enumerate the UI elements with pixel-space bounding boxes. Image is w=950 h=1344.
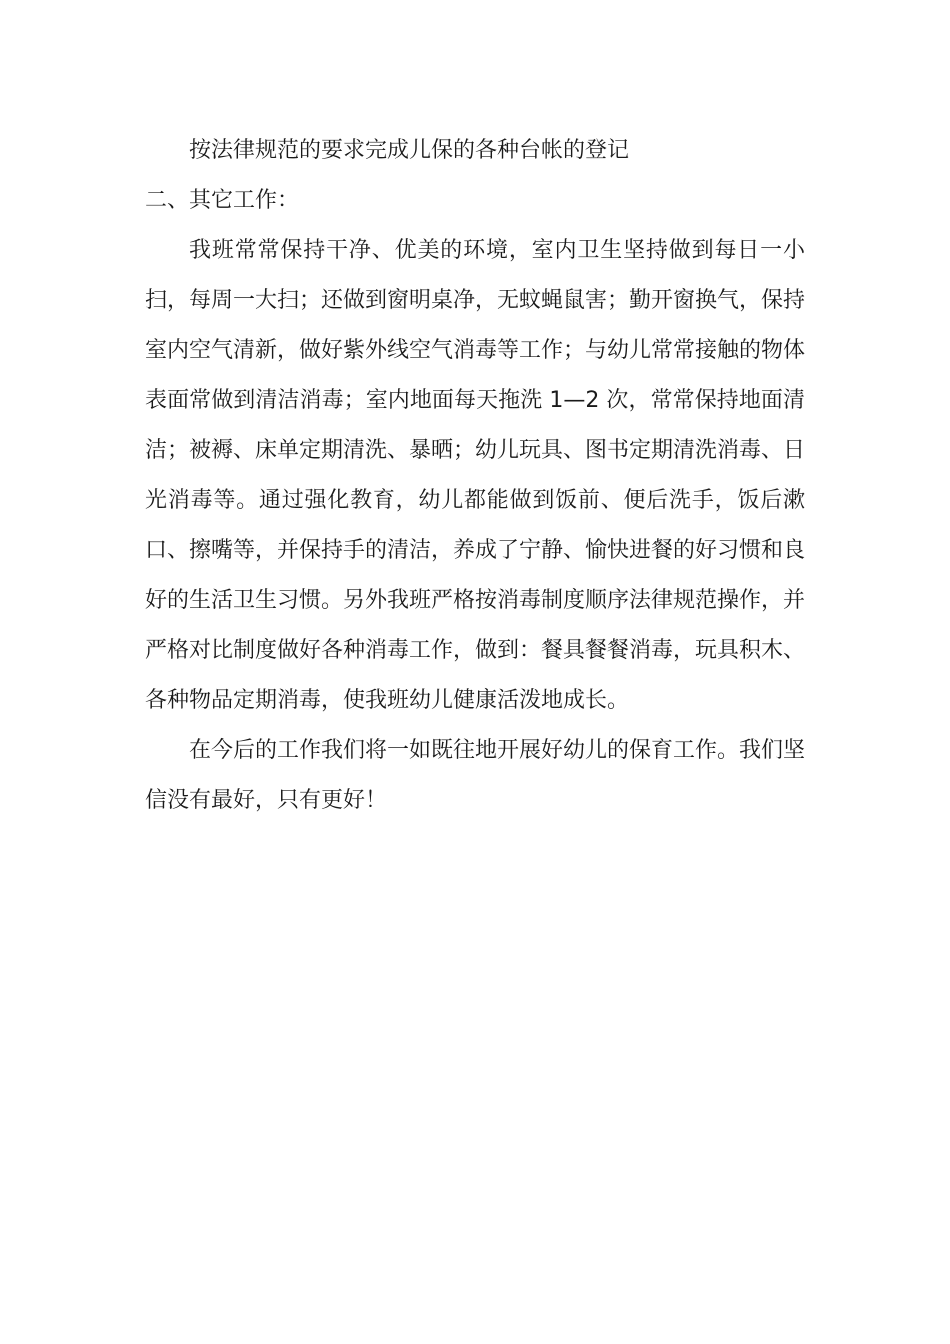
document-body xyxy=(145,126,805,826)
section-heading-other-work: 二、其它工作： xyxy=(145,188,300,213)
paragraph-health-records: 按法律规范的要求完成儿保的各种台帐的登记 xyxy=(189,138,630,163)
paragraph-hygiene-work: 我班常常保持干净、优美的环境，室内卫生坚持做到每日一小扫，每周一大扫；还做到窗明桌净，无蚊蝇鼠害；勤开窗换气，保持室内空气清新，做好紫外线空气消毒等工作；与幼儿常常接触的物体表面常做到清洁消毒；室内地面每天拖洗 1—2 次，常常保持地面清洁；被褥、床单定期清洗、暴晒；幼儿玩具、图书定期清洗消毒、日光消毒等。通过强化教育，幼儿都能做到饭前、便后洗手，饭后漱口、擦嘴等，并保持手的清洁，养成了宁静、愉快进餐的好习惯和良好的生活卫生习惯。另外我班严格按消毒制度顺序法律规范操作，并严格对比制度做好各种消毒工作，做到：餐具餐餐消毒，玩具积木、各种物品定期消毒，使我班幼儿健康活泼地成长。 xyxy=(145,238,806,713)
paragraph-conclusion: 在今后的工作我们将一如既往地开展好幼儿的保育工作。我们坚信没有最好，只有更好！ xyxy=(145,738,806,813)
